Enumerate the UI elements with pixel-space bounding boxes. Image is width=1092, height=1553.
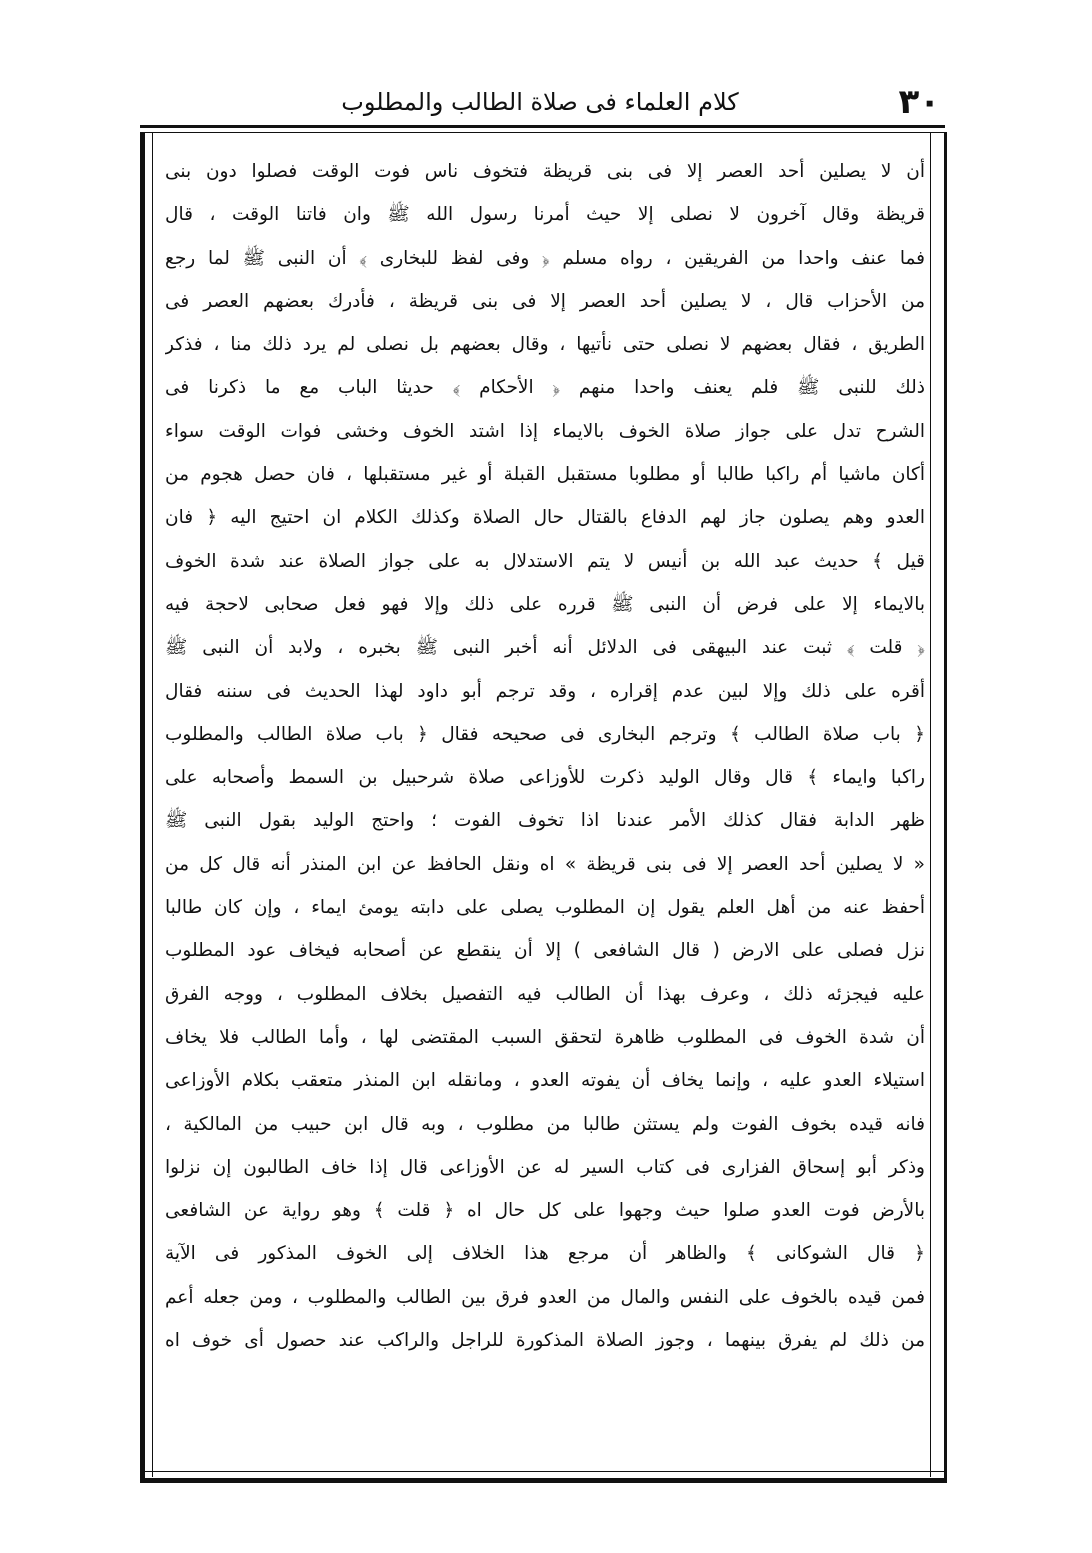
frame-inner-left-rule [152, 132, 153, 1477]
page-number: ٣٠ [898, 82, 940, 122]
body-text [165, 150, 925, 1470]
text-line: وذكر أبو إسحاق الفزارى فى كتاب السير له عن الأوزاعى قال إذا خاف الطالبون إن نزلوا [165, 1156, 925, 1178]
frame-inner-right-rule [930, 132, 931, 1477]
text-line: أقره على ذلك وإلا لبين عدم إقراره ، وقد ترجم أبو داود لهذا الحديث فى سننه فقال [165, 680, 925, 702]
text-line: قريظة وقال آخرون لا نصلى إلا حيث أمرنا رسول الله ﷺ وان فاتنا الوقت ، قال [165, 204, 925, 226]
text-line: ظهر الدابة فقال كذلك الأمر عندنا اذا تخوف الفوت ؛ واحتج الوليد بقول النبى ﷺ [165, 810, 925, 832]
text-line: ﴿ قال الشوكانى ﴾ والظاهر أن مرجع هذا الخلاف إلى الخوف المذكور فى الآية [165, 1243, 925, 1265]
text-line: فمن قيده بالخوف على النفس والمال من العدو فرق بين الطالب والمطلوب ، ومن جعله أعم [165, 1286, 925, 1308]
text-line: ذلك للنبى ﷺ فلم يعنف واحدا منهم ﴿ الأحكام ﴾ حديثا الباب مع ما ذكرنا فى [165, 377, 925, 399]
text-line: « لا يصلين أحد العصر إلا فى بنى قريظة » اه ونقل الحافظ عن ابن المنذر أنه قال كل من [165, 853, 925, 875]
text-line: من ذلك لم يفرق بينهما ، وجوز الصلاة المذكورة للراجل والراكب عند حصول أى خوف اه [165, 1330, 925, 1352]
text-line: نزل فصلى على الارض ( قال الشافعى ) إلا أن ينقطع عن أصحابه فيخاف عود المطلوب [165, 940, 925, 962]
page-header [140, 80, 940, 130]
header-rule [140, 125, 945, 128]
text-line: راكبا وايماء ﴾ قال وقال الوليد ذكرت للأوزاعى صلاة شرحبيل بن السمط وأصحابه على [165, 767, 925, 789]
text-line: عليه فيجزئه ذلك ، وعرف بهذا أن الطالب فيه التفصيل بخلاف المطلوب ، ووجه الفرق [165, 983, 925, 1005]
text-line: ﴿ قلت ﴾ ثبت عند البيهقى فى الدلائل أنه أخبر النبى ﷺ بخبره ، ولابد أن النبى ﷺ [165, 637, 925, 659]
text-line: الطريق ، فقال بعضهم لا نصلى حتى نأتيها ، وقال بعضهم بل نصلى لم يرد ذلك منا ، فذكر [165, 334, 925, 356]
text-line: بالأرض فوت العدو صلوا حيث وجهوا على كل حال اه ﴿ قلت ﴾ وهو رواية عن الشافعى [165, 1200, 925, 1222]
frame-inner-bottom-rule [140, 1471, 945, 1472]
text-line: أكان ماشيا أم راكبا طالبا أو مطلوبا مستقبل القبلة أو غير مستقبلها ، فان حصل هجوم من [165, 464, 925, 486]
text-line: ﴿ باب صلاة الطالب ﴾ وترجم البخارى فى صحيحه فقال ﴿ باب صلاة الطالب والمطلوب [165, 723, 925, 745]
text-line: استيلاء العدو عليه ، وإنما يخاف أن يفوته العدو ، ومانقله ابن المنذر متعقب بكلام الأوزاعى [165, 1070, 925, 1092]
text-line: فما عنف واحدا من الفريقين ، رواه مسلم ﴿ وفى لفظ للبخارى ﴾ أن النبى ﷺ لما رجع [165, 247, 925, 269]
text-line: بالايماء إلا على فرض أن النبى ﷺ قرره على ذلك وإلا فهو فعل صحابى لاحجة فيه [165, 593, 925, 615]
running-title: كلام العلماء فى صلاة الطالب والمطلوب [341, 88, 739, 116]
text-line: العدو وهم يصلون جاز لهم الدفاع بالقتال حال الصلاة وكذلك الكلام ان احتيج اليه ﴿ فان [165, 507, 925, 529]
text-line: قيل ﴾ حديث عبد الله بن أنيس لا يتم الاستدلال به على جواز الصلاة عند شدة الخوف [165, 550, 925, 572]
text-line: أن لا يصلين أحد العصر إلا فى بنى قريظة فتخوف ناس فوت الوقت فصلوا دون بنى [165, 161, 925, 182]
text-line: أحفظ عنه من أهل العلم يقول إن المطلوب يصلى على دابته يومئ ايماء ، وإن كان طالبا [165, 897, 925, 919]
text-line: الشرح تدل على جواز صلاة الخوف بالايماء إذا اشتد الخوف وخشى فوات الوقت سواء [165, 420, 925, 442]
text-line: من الأحزاب قال ، لا يصلين أحد العصر إلا فى بنى قريظة ، فأدرك بعضهم العصر فى [165, 290, 925, 312]
text-line: فانه قيده بخوف الفوت ولم يستثن طالبا من مطلوب ، وبه قال ابن حبيب من المالكية ، [165, 1113, 925, 1135]
text-line: أن شدة الخوف فى المطلوب ظاهرة لتحقق السبب المقتضى لها ، وأما الطالب فلا يخاف [165, 1026, 925, 1048]
